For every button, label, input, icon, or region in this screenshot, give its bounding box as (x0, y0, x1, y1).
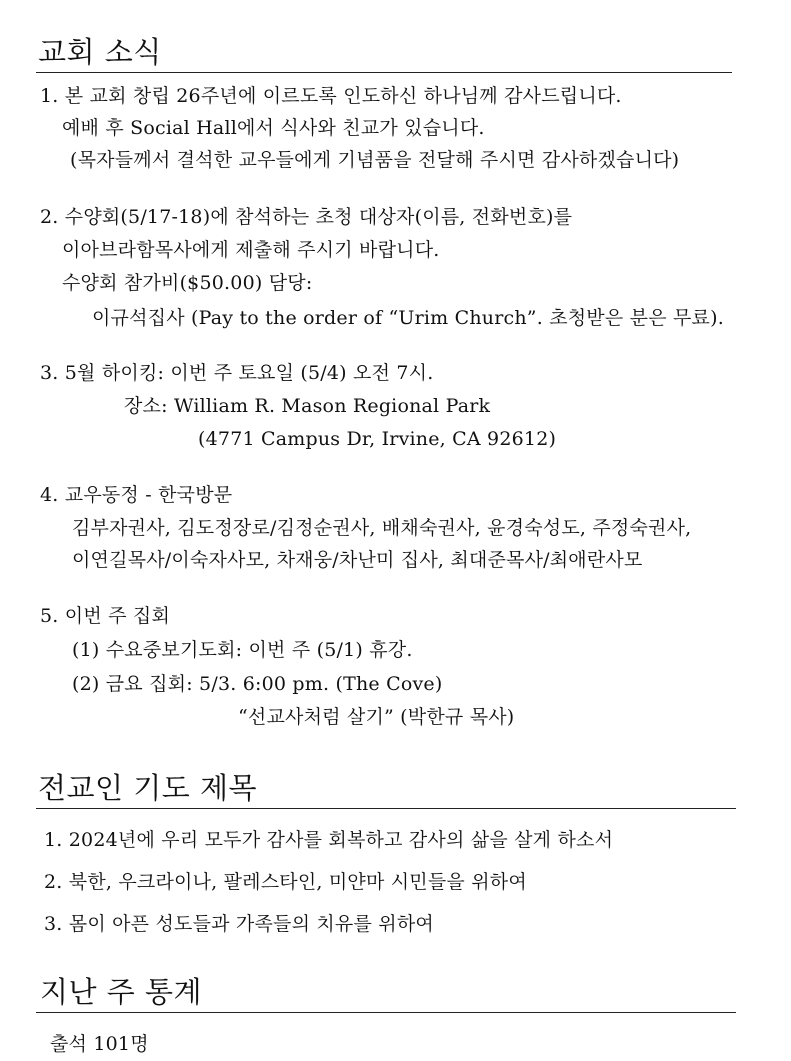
news-item-1-line-1: 1. 본 교회 창립 26주년에 이르도록 인도하신 하나님께 감사드립니다. (40, 85, 622, 107)
news-item-1-line-2: 예배 후 Social Hall에서 식사와 친교가 있습니다. (62, 117, 485, 139)
stats-attendance: 출석 101명 (50, 1033, 149, 1055)
news-item-5-line-3: (2) 금요 집회: 5/3. 6:00 pm. (The Cove) (72, 673, 443, 695)
news-item-2-line-1: 2. 수양회(5/17-18)에 참석하는 초청 대상자(이름, 전화번호)를 (40, 206, 573, 228)
news-item-5-line-1: 5. 이번 주 집회 (40, 605, 171, 627)
news-item-1-line-3: (목자들께서 결석한 교우들에게 기념품을 전달해 주시면 감사하겠습니다) (70, 149, 680, 171)
news-item-4-line-1: 4. 교우동정 - 한국방문 (40, 484, 233, 506)
stats-divider (36, 1012, 736, 1013)
news-item-3-line-3: (4771 Campus Dr, Irvine, CA 92612) (198, 428, 557, 450)
news-item-4-line-2: 김부자권사, 김도정장로/김정순권사, 배채숙권사, 윤경숙성도, 주정숙권사, (72, 517, 692, 539)
church-news-divider (36, 72, 732, 73)
prayer-item-2: 2. 북한, 우크라이나, 팔레스타인, 미얀마 시민들을 위하여 (44, 871, 527, 893)
prayer-divider (36, 808, 736, 809)
news-item-5-line-4: “선교사처럼 살기” (박한규 목사) (238, 706, 515, 728)
prayer-item-1: 1. 2024년에 우리 모두가 감사를 회복하고 감사의 삶을 살게 하소서 (44, 829, 614, 851)
news-item-3-line-1: 3. 5월 하이킹: 이번 주 토요일 (5/4) 오전 7시. (40, 362, 434, 384)
news-item-4-line-3: 이연길목사/이숙자사모, 차재웅/차난미 집사, 최대준목사/최애란사모 (72, 549, 643, 571)
church-news-heading: 교회 소식 (38, 35, 162, 69)
news-item-2-line-4: 이규석집사 (Pay to the order of “Urim Church”. 초청받은 분은 무료). (92, 307, 724, 329)
prayer-heading: 전교인 기도 제목 (38, 771, 258, 805)
stats-heading: 지난 주 통계 (40, 975, 203, 1009)
news-item-3-line-2: 장소: William R. Mason Regional Park (124, 395, 491, 417)
prayer-item-3: 3. 몸이 아픈 성도들과 가족들의 치유를 위하여 (44, 913, 434, 935)
news-item-5-line-2: (1) 수요중보기도회: 이번 주 (5/1) 휴강. (72, 639, 413, 661)
news-item-2-line-2: 이아브라함목사에게 제출해 주시기 바랍니다. (62, 239, 440, 261)
news-item-2-line-3: 수양회 참가비($50.00) 담당: (62, 272, 313, 294)
